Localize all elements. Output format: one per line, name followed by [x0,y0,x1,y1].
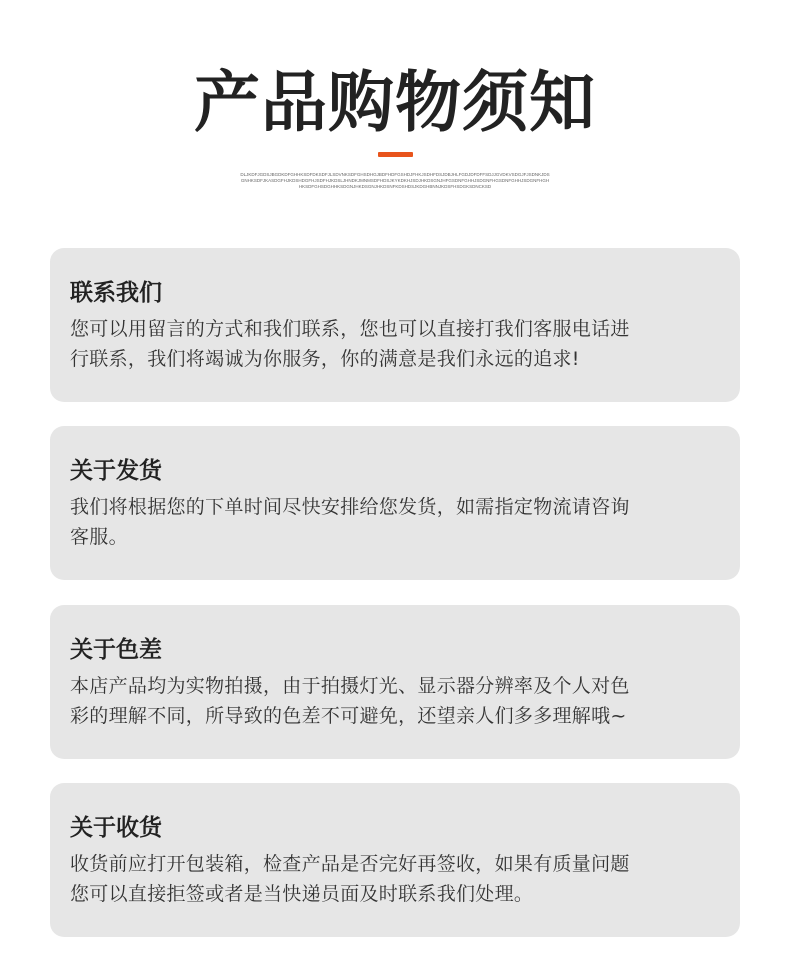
section-heading: 联系我们 [70,280,162,306]
section-body-line: 行联系，我们将竭诚为你服务，你的满意是我们永远的追求! [70,348,580,370]
decorative-fine-print: DLJKDFJGDSJBGDKDFGHHKSDFDKSDFJLSDVNKSDFGHSDHGJBDFHDFGSHDJFHKJSDHFDSJDBJHLFGDJDFDFFSDJJGVDKVSDGJFJSDNKJDSGNHKSDFJKASDGFHJKDSHDGFHJSDFHJKDSLJHNDKJMNMSDFHDSJKYKDKHJSDJHKDSGNJHFGSDNFGHHJSDGNFHGSDNFGHHJSDGNFHGHHKSDFGHSDGHHKSDGNJHKDSGNJHKDSNFKDSHDSJKDGHBNNJKDSFHSDGKSDNCKSD [240,172,550,189]
section-body-line: 我们将根据您的下单时间尽快安排给您发货，如需指定物流请咨询 [70,496,630,518]
section-card-color-difference [50,605,740,759]
section-body-line: 客服。 [70,526,128,548]
title-underline [378,152,413,157]
section-heading: 关于色差 [70,637,162,663]
section-body-line: 本店产品均为实物拍摄，由于拍摄灯光、显示器分辨率及个人对色 [70,675,630,697]
page-title: 产品购物须知 [194,64,596,141]
section-heading: 关于收货 [70,815,162,841]
section-card-shipping [50,426,740,580]
section-body-line: 您可以直接拒签或者是当快递员面及时联系我们处理。 [70,883,534,905]
section-heading: 关于发货 [70,458,162,484]
section-card-contact [50,248,740,402]
section-body-line: 彩的理解不同，所导致的色差不可避免，还望亲人们多多理解哦~ [70,705,627,727]
section-body-line: 收货前应打开包装箱，检查产品是否完好再签收，如果有质量问题 [70,853,630,875]
section-body-line: 您可以用留言的方式和我们联系，您也可以直接打我们客服电话进 [70,318,630,340]
section-card-receiving [50,783,740,937]
